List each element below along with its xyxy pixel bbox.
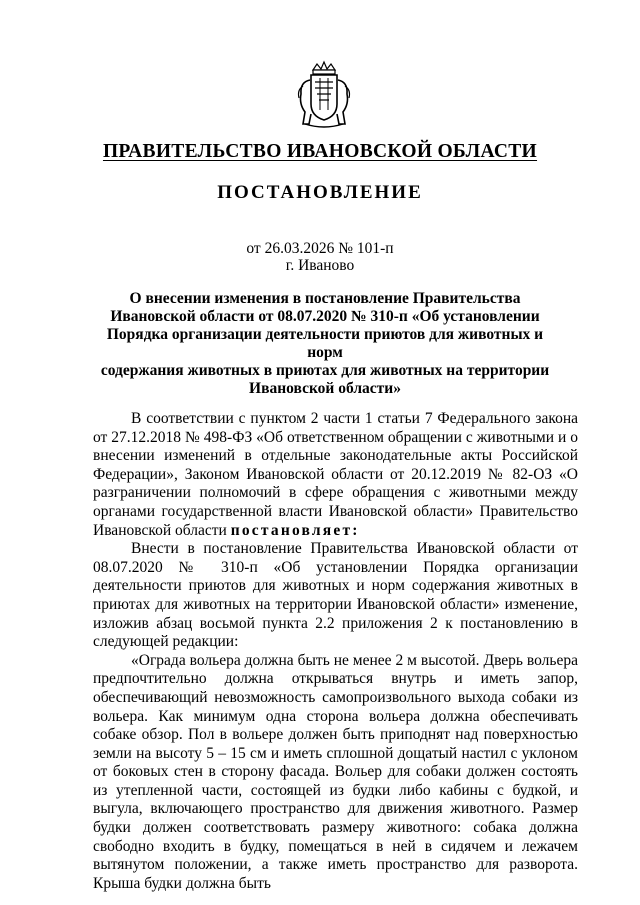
coat-of-arms-icon — [295, 60, 353, 130]
subject-line: О внесении изменения в постановление Правительства — [129, 290, 521, 307]
subject-line: Порядка организации деятельности приютов для животных и норм — [106, 326, 544, 361]
government-title: ПРАВИТЕЛЬСТВО ИВАНОВСКОЙ ОБЛАСТИ — [102, 141, 538, 162]
resolves-word: постановляет: — [230, 521, 360, 539]
paragraph-new-wording: «Ограда вольера должна быть не менее 2 м высотой. Дверь вольера предпочтительно должна открываться внутрь и иметь запор, обеспечивающий невозможность самопроизвольного выхода собаки из вольера. Как минимум одна сторона вольера должна обеспечивать собаке обзор. Пол в вольере должен быть приподнят над поверхностью земли на высоту 5 – 15 см и иметь сплошной дощатый настил с уклоном от боковых стен в сторону фасада. Вольер для собаки должен состоять из утепленной части, состоящей из будки либо кабины с будкой, и выгула, включающего пространство для движения животного. Размер будки должен соответствовать размеру животного: собака должна свободно входить в будку, помещаться в ней в сидячем и лежачем вытянутом положении, а также иметь пространство для разворота. Крыша будки должна быть — [93, 651, 578, 892]
document-type: ПОСТАНОВЛЕНИЕ — [217, 182, 423, 203]
document-city: г. Иваново — [285, 257, 355, 274]
subject-line: содержания животных в приютах для животных на территории — [100, 362, 550, 379]
paragraph-preamble — [93, 410, 578, 540]
document-subject — [100, 290, 550, 398]
document-body — [93, 410, 578, 893]
subject-line: Ивановской области» — [249, 380, 401, 397]
preamble-text: В соответствии с пунктом 2 части 1 статьи 7 Федерального закона от 27.12.2018 № 498-ФЗ «Об ответственном обращении с животными и о внесении изменений в отдельные законодательные акты Российской Федерации», Законом Ивановской области от 20.12.2019 № 82-ОЗ «О разграничении полномочий в сфере обращения с животными между органами государственной власти Ивановской области» Правительство Ивановской области — [93, 410, 578, 539]
paragraph-amendment: Внести в постановление Правительства Ивановской области от 08.07.2020 № 310-п «Об установлении Порядка организации деятельности приютов для животных и норм содержания животных в приютах для животных на территории Ивановской области» изменение, изложив абзац восьмой пункта 2.2 приложения 2 к постановлению в следующей редакции: — [93, 540, 578, 651]
document-date-number: от 26.03.2026 № 101-п — [246, 240, 394, 257]
subject-line: Ивановской области от 08.07.2020 № 310-п «Об установлении — [110, 308, 540, 325]
